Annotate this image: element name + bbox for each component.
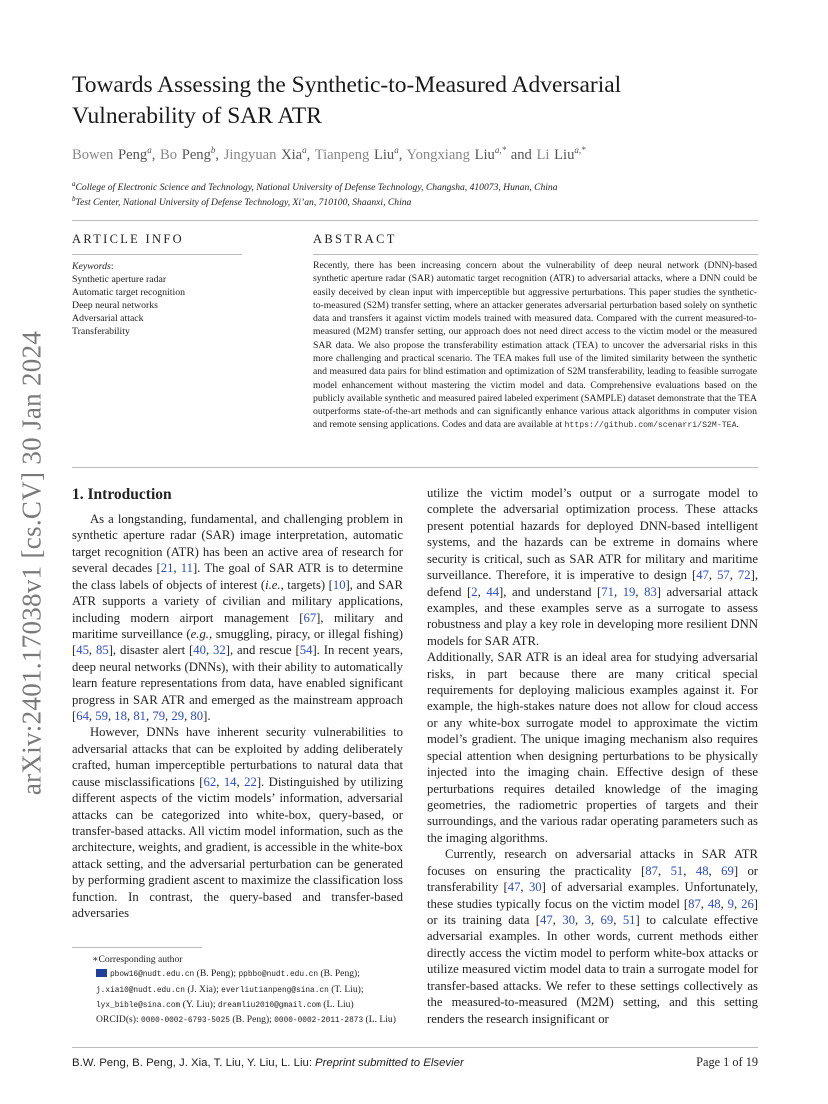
citation-link[interactable]: 48 [695, 863, 709, 878]
paper-title [72, 70, 762, 132]
citation-link[interactable]: 40 [193, 643, 206, 658]
author [224, 147, 311, 163]
keyword-item: Synthetic aperture radar [72, 274, 167, 286]
email-address[interactable]: ppbbo@nudt.edu.cn [238, 971, 319, 980]
author-given-name: Bowen [72, 146, 114, 163]
email-address[interactable]: pbow16@nudt.edu.cn [110, 971, 195, 980]
author-given-name: Bo [160, 146, 178, 163]
affiliation-text: Test Center, National University of Defense Technology, Xi’an, 710100, Shaanxi, China [75, 197, 412, 209]
paragraph: As a longstanding, fundamental, and challenging problem in synthetic aperture radar (SAR) image interpretation, automatic target recognition (ATR) has been an active area of research for several decades [21, 11]. The goal of SAR ATR is to determine the class labels of objects of interest (i.e., targets) [10], and SAR ATR supports a variety of civilian and military applications, including modern airport management [67], military and maritime surveillance (e.g., smuggling, piracy, or illegal fishing) [45, 85], disaster alert [40, 32], and rescue [54]. In recent years, deep neural networks (DNNs), with their ability to automatically learn feature representations from data, have enabled significant progress in SAR ATR and emerged as the mainstream approach [64, 59, 18, 81, 79, 29, 80]. [72, 512, 404, 724]
email-icon [96, 969, 107, 977]
citation-link[interactable]: 54 [299, 643, 313, 658]
author-affiliation-marker: a [147, 145, 152, 155]
email-address[interactable]: everliutianpeng@sina.cn [221, 986, 329, 995]
author [536, 147, 585, 163]
article-info-heading: ARTICLE INFO [72, 232, 184, 246]
paragraph: Currently, research on adversarial attacks in SAR ATR focuses on ensuring the practicality [87, 51, 48, 69] or transferability [47, 30] of adversarial examples. Unfortunately, these studies typically focus on the victim model [87, 48, 9, 26] or its training data [47, 30, 3, 69, 51] to calculate effective adversarial examples. In other words, current methods either directly access the victim model to perform white-box attacks or utilize measured victim model data to train a surrogate model for transfer-based attacks. We refer to these settings collectively as the measured-to-measured (M2M) setting, and this setting renders the research insignificant or [427, 847, 759, 1026]
author-given-name: Jingyuan [223, 146, 277, 163]
citation-link[interactable]: 9 [727, 896, 734, 911]
abstract-heading: ABSTRACT [313, 232, 397, 246]
citation-link[interactable]: 87 [688, 896, 701, 911]
email-address[interactable]: j.xia10@nudt.edu.cn [96, 986, 185, 995]
citation-link[interactable]: 10 [332, 577, 346, 592]
citation-link[interactable]: 72 [737, 568, 751, 583]
author-separator: , [151, 146, 156, 163]
keyword-item: Automatic target recognition [72, 287, 185, 299]
orcid-who-1: (B. Peng); [232, 1014, 272, 1026]
keywords-label: Keywords [72, 261, 111, 272]
paragraph: However, DNNs have inherent security vulnerabilities to adversarial attacks that can be exploited by adding deliberately crafted, human imperceptible perturbations to natural data that cause misclassifications [62, 14, 22]. Distinguished by utilizing different aspects of the victim models’ information, adversarial attacks can be categorized into white-box, query-based, or transfer-based attacks. All victim model information, such as the architecture, weights, and gradient, is accessible in the white-box attack setting, and the adversarial perturbation can be generated by performing gradient ascent to maximize the classification loss function. In contrast, the query-based and transfer-based adversaries [72, 725, 404, 921]
keyword-item: Adversarial attack [72, 313, 144, 325]
author-separator: , [398, 146, 403, 163]
author-affiliation-marker: b [210, 145, 216, 155]
author-separator: , [215, 146, 220, 163]
abstract-text: Recently, there has been increasing concern about the vulnerability of deep neural network (DNN)-based synthetic aperture radar (SAR) automatic target recognition (ATR) to adversarial attacks, where a DNN could be easily deceived by clean input with imperceptible but aggressive perturbations. This paper studies the synthetic-to-measured (S2M) transfer setting, where an attacker generates adversarial perturbation based solely on synthetic data and transfers it against victim models trained with measured data. Compared with the current measured-to-measured (M2M) transfer setting, our approach does not need direct access to the victim model or the measured SAR data. We also propose the transferability estimation attack (TEA) to uncover the adversarial risks in this more challenging and practical scenario. The TEA makes full use of the limited similarity between the synthetic and measured data pairs for blind estimation and optimization of S2M transferability, leading to feasible surrogate model enhancement without mastering the victim model and data. Comprehensive evaluations based on the publicly available synthetic and measured paired labeled experiment (SAMPLE) dataset demonstrate that the TEA outperforms state-of-the-art methods and can significantly enhance various attack algorithms in computer vision and remote sensing applications. Codes and data are available at [313, 260, 757, 431]
arxiv-sidebar [14, 298, 50, 828]
page-number: Page 1 of 19 [696, 1055, 758, 1069]
citation-link[interactable]: 29 [171, 709, 185, 724]
author-family-name: Peng [181, 146, 211, 163]
citation-link[interactable]: 30 [562, 912, 575, 927]
author [407, 147, 532, 163]
email-list [72, 967, 404, 1013]
citation-link[interactable]: 47 [540, 912, 553, 927]
author [160, 147, 219, 163]
abstract-bottom-divider [72, 467, 758, 468]
affiliation-a [72, 180, 772, 193]
orcid-who-2: (L. Liu) [365, 1014, 396, 1026]
citation-link[interactable]: 45 [76, 643, 89, 658]
citation-link[interactable]: 30 [528, 880, 542, 895]
right-column [427, 485, 758, 1027]
article-info-divider [72, 254, 242, 255]
affiliation-text: College of Electronic Science and Technology, National University of Defense Technology, Changsha, 410073, Hunan, China [75, 182, 558, 194]
arxiv-identifier: arXiv:2401.17038v1 [cs.CV] 30 Jan 2024 [16, 330, 47, 796]
citation-link[interactable]: 51 [622, 912, 636, 927]
author [72, 147, 155, 163]
citation-link[interactable]: 57 [717, 568, 730, 583]
keywords-list [72, 273, 252, 338]
citation-link[interactable]: 81 [133, 709, 147, 724]
footnote-rule [72, 947, 202, 948]
author-family-name: Liu [554, 146, 575, 163]
citation-link[interactable]: 85 [96, 643, 109, 658]
citation-link[interactable]: 21 [160, 561, 174, 576]
citation-link[interactable]: 59 [95, 709, 108, 724]
orcid-label: ORCID(s): [96, 1014, 139, 1026]
citation-link[interactable]: 67 [303, 610, 317, 625]
footer-preprint-note: Preprint submitted to Elsevier [314, 1057, 464, 1069]
keyword-item: Deep neural networks [72, 300, 158, 312]
keywords-block: Keywords: Synthetic aperture radar Automatic target recognition Deep neural networks Adversarial attack Transferability [72, 260, 252, 339]
author-given-name: Tianpeng [314, 146, 370, 163]
footer-authors: B.W. Peng, B. Peng, J. Xia, T. Liu, Y. Liu, L. Liu: [72, 1057, 312, 1069]
author-separator: and [506, 146, 532, 163]
citation-link[interactable]: 83 [644, 584, 657, 599]
paragraph: Additionally, SAR ATR is an ideal area for studying adversarial risks, in part because there are many critical special requirements for deploying malicious examples against it. For example, the high-stakes nature does not allow for cloud access or any white-box surrogate model to approximate the victim model’s gradient. The unique imaging mechanism also requires special attention when designing perturbations to be physically injected into the imaging chain. Effective design of these perturbations requires detailed knowledge of the imaging geometries, the radiometric properties of targets and their surroundings, and the various radar operating parameters such as the imaging algorithms. [427, 650, 758, 845]
citation-link[interactable]: 18 [114, 709, 127, 724]
citation-link[interactable]: 51 [670, 863, 684, 878]
citation-link[interactable]: 69 [600, 912, 614, 927]
email-owner: (L. Liu) [323, 998, 354, 1010]
abstract-body: Recently, there has been increasing concern about the vulnerability of deep neural network (DNN)-based synthetic aperture radar (SAR) automatic target recognition (ATR) to adversarial attacks, where a DNN could be easily deceived by clean input with imperceptible but aggressive perturbations. This paper studies the synthetic-to-measured (S2M) transfer setting, where an attacker generates adversarial perturbation based solely on synthetic data and transfers it against victim models trained with measured data. Compared with the current measured-to-measured (M2M) transfer setting, our approach does not need direct access to the victim model or the measured SAR data. We also propose the transferability estimation attack (TEA) to uncover the adversarial risks in this more challenging and practical scenario. The TEA makes full use of the limited similarity between the synthetic and measured data pairs for blind estimation and optimization of S2M transferability, leading to feasible surrogate model enhancement without mastering the victim model and data. Comprehensive evaluations based on the publicly available synthetic and measured paired labeled experiment (SAMPLE) dataset demonstrate that the TEA outperforms state-of-the-art methods and can significantly enhance various attack algorithms in computer vision and remote sensing applications. Codes and data are available at https://github.com/scenarri/S2M-TEA. [313, 260, 757, 431]
author [315, 147, 403, 163]
citation-link[interactable]: 80 [190, 709, 204, 724]
author-affiliation-marker: a,* [494, 145, 507, 155]
orcid-line [72, 1013, 404, 1028]
paragraph: utilize the victim model’s output or a surrogate model to complete the adversarial optimization process. These attacks present potential hazards for deployed DNN-based intelligent systems, and the hazards can be extreme in domains where security is critical, such as SAR ATR for military and maritime surveillance. Therefore, it is imperative to design [47, 57, 72], defend [2, 44], and understand [71, 19, 83] adversarial attack examples, and these examples serve as a surrogate to assess robustness and play a key role in developing more resilient DNN models for SAR ATR. [427, 486, 759, 648]
affiliation-marker: a [72, 180, 76, 188]
citation-link[interactable]: 64 [76, 709, 89, 724]
email-owner: (B. Peng); [196, 968, 237, 980]
author-list [72, 145, 772, 164]
abstract-divider [313, 254, 758, 255]
title-line-1: Towards Assessing the Synthetic-to-Measured Adversarial [72, 72, 622, 98]
title-line-2: Vulnerability of SAR ATR [72, 103, 322, 129]
citation-link[interactable]: 44 [486, 584, 500, 599]
email-address[interactable]: dreamliu2010@gmail.com [217, 1001, 321, 1010]
citation-link[interactable]: 32 [213, 643, 226, 658]
citation-link[interactable]: 71 [601, 584, 614, 599]
citation-link[interactable]: 69 [721, 863, 734, 878]
citation-link[interactable]: 26 [741, 896, 754, 911]
author-affiliation-marker: a [394, 145, 399, 155]
author-affiliation-marker: a,* [574, 145, 586, 155]
section-heading: 1. Introduction [72, 486, 172, 503]
author-given-name: Li [536, 146, 550, 163]
footer-divider [72, 1047, 758, 1048]
orcid-link-2[interactable]: 0000-0002-2011-2873 [274, 1017, 364, 1026]
author-separator: , [306, 146, 311, 163]
citation-link[interactable]: 48 [707, 896, 721, 911]
page-footer [72, 1055, 758, 1070]
email-line [72, 967, 404, 1013]
citation-link[interactable]: 79 [152, 709, 166, 724]
keyword-item: Transferability [72, 326, 130, 338]
citation-link[interactable]: 14 [223, 774, 237, 789]
footnote [72, 953, 404, 1028]
email-address[interactable]: lyx_bible@sina.com [96, 1001, 181, 1010]
citation-link[interactable]: 47 [507, 880, 521, 895]
orcid-link-1[interactable]: 0000-0002-6793-5025 [141, 1017, 230, 1026]
author-family-name: Peng [118, 146, 148, 163]
author-family-name: Liu [474, 146, 495, 163]
citation-link[interactable]: 47 [696, 568, 709, 583]
author-given-name: Yongxiang [406, 146, 470, 163]
header-divider [72, 220, 758, 221]
email-owner: (B. Peng); [320, 968, 360, 980]
email-owner: (J. Xia); [187, 983, 219, 995]
author-family-name: Liu [373, 146, 395, 163]
left-column [72, 511, 403, 922]
affiliation-marker: b [72, 195, 76, 203]
emphasis: e.g. [190, 626, 209, 641]
affiliation-b [72, 195, 772, 208]
citation-link[interactable]: 19 [622, 584, 636, 599]
corresponding-author-note: ∗Corresponding author [92, 954, 183, 965]
citation-link[interactable]: 22 [244, 774, 257, 789]
citation-link[interactable]: 3 [584, 912, 591, 927]
citation-link[interactable]: 11 [180, 561, 194, 576]
citation-link[interactable]: 87 [645, 863, 658, 878]
author-affiliation-marker: a [302, 145, 307, 155]
citation-link[interactable]: 62 [203, 774, 217, 789]
email-owner: (Y. Liu); [182, 998, 216, 1010]
abstract-url-link[interactable]: https://github.com/scenarri/S2M-TEA [564, 421, 737, 431]
emphasis: i.e. [265, 577, 281, 592]
author-family-name: Xia [281, 146, 303, 163]
citation-link[interactable]: 2 [471, 584, 478, 599]
email-owner: (T. Liu); [331, 983, 364, 995]
